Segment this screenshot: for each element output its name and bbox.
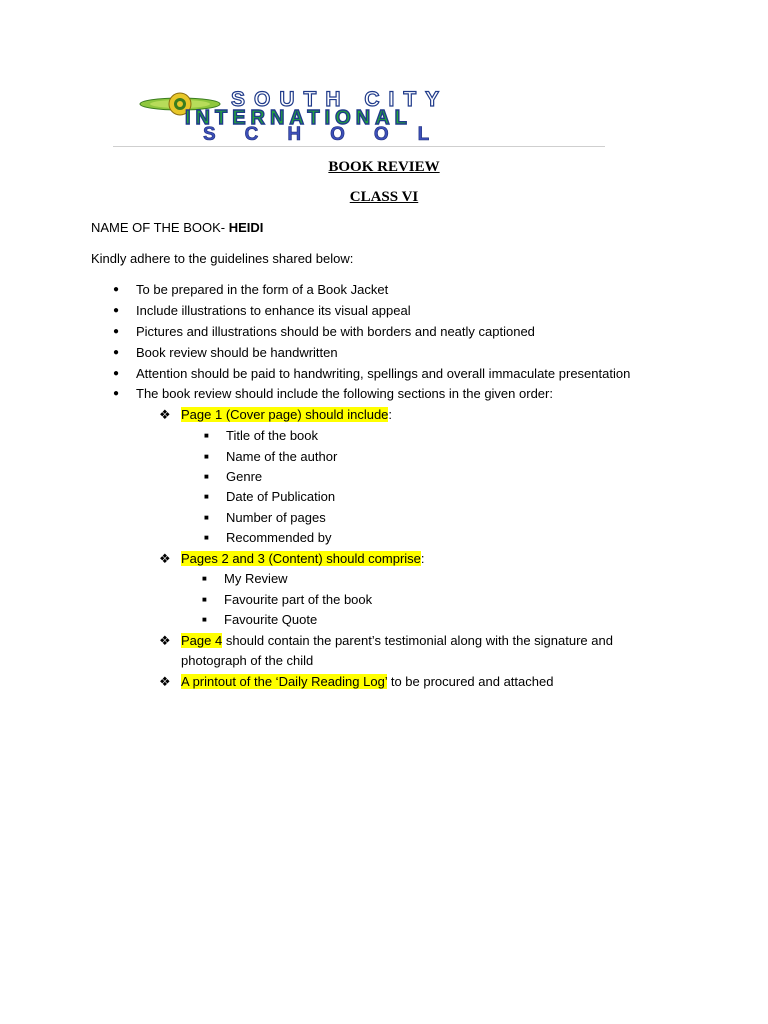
school-logo xyxy=(113,88,605,147)
guideline-item: Pictures and illustrations should be with borders and neatly captioned xyxy=(136,324,535,339)
guideline-item: Include illustrations to enhance its visual appeal xyxy=(136,303,411,318)
highlighted-text: Pages 2 and 3 (Content) should comprise xyxy=(181,551,421,566)
square-bullet-icon: ■ xyxy=(204,452,209,461)
list-item: Genre xyxy=(226,469,263,484)
bullet-icon: ● xyxy=(113,368,120,379)
guideline-item: Book review should be handwritten xyxy=(136,345,338,360)
diamond-bullet-icon: ❖ xyxy=(159,674,171,689)
class-title: CLASS VI xyxy=(349,189,419,205)
diamond-bullet-icon: ❖ xyxy=(159,407,171,422)
bullet-icon: ● xyxy=(113,388,120,399)
section-page4-line2: photograph of the child xyxy=(181,653,314,668)
square-bullet-icon: ■ xyxy=(204,472,209,481)
list-item: Date of Publication xyxy=(226,489,336,504)
intro-text: Kindly adhere to the guidelines shared below: xyxy=(91,251,354,266)
guideline-item: To be prepared in the form of a Book Jacket xyxy=(136,282,389,297)
square-bullet-icon: ■ xyxy=(204,533,209,542)
section-printout: A printout of the ‘Daily Reading Log’ to be procured and attached xyxy=(181,674,554,689)
guideline-item: The book review should include the following sections in the given order: xyxy=(136,386,553,401)
bullet-icon: ● xyxy=(113,284,120,295)
page-title: BOOK REVIEW xyxy=(328,159,440,175)
section-page1-heading: Page 1 (Cover page) should include: xyxy=(181,407,393,422)
bullet-icon: ● xyxy=(113,347,120,358)
book-name-line xyxy=(91,220,263,236)
diamond-bullet-icon: ❖ xyxy=(159,551,171,566)
list-item: Title of the book xyxy=(226,428,319,443)
square-bullet-icon: ■ xyxy=(202,615,207,624)
book-name-label: NAME OF THE BOOK- xyxy=(91,220,229,235)
square-bullet-icon: ■ xyxy=(202,574,207,583)
guideline-item: Attention should be paid to handwriting, spellings and overall immaculate presentation xyxy=(136,366,631,381)
square-bullet-icon: ■ xyxy=(204,492,209,501)
logo-line-south-city: SOUTH CITY xyxy=(231,88,449,111)
logo-line-international: INTERNATIONAL xyxy=(185,107,412,129)
bullet-icon: ● xyxy=(113,305,120,316)
list-item: Name of the author xyxy=(226,449,338,464)
section-pages23-heading: Pages 2 and 3 (Content) should comprise: xyxy=(181,551,425,566)
bullet-icon: ● xyxy=(113,326,120,337)
list-item: Recommended by xyxy=(226,530,332,545)
square-bullet-icon: ■ xyxy=(204,513,209,522)
logo-line-school: SCHOOL xyxy=(203,124,459,145)
book-name-value: HEIDI xyxy=(228,220,264,235)
square-bullet-icon: ■ xyxy=(202,595,207,604)
list-item: Number of pages xyxy=(226,510,326,525)
section-page4-line1: Page 4 should contain the parent’s testimonial along with the signature and xyxy=(181,633,613,648)
list-item: Favourite Quote xyxy=(224,612,318,627)
highlighted-text: Page 4 xyxy=(181,633,223,648)
list-item: Favourite part of the book xyxy=(224,592,373,607)
square-bullet-icon: ■ xyxy=(204,431,209,440)
highlighted-text: Page 1 (Cover page) should include xyxy=(181,407,389,422)
list-item: My Review xyxy=(224,571,288,586)
diamond-bullet-icon: ❖ xyxy=(159,633,171,648)
highlighted-text: A printout of the ‘Daily Reading Log’ xyxy=(181,674,388,689)
